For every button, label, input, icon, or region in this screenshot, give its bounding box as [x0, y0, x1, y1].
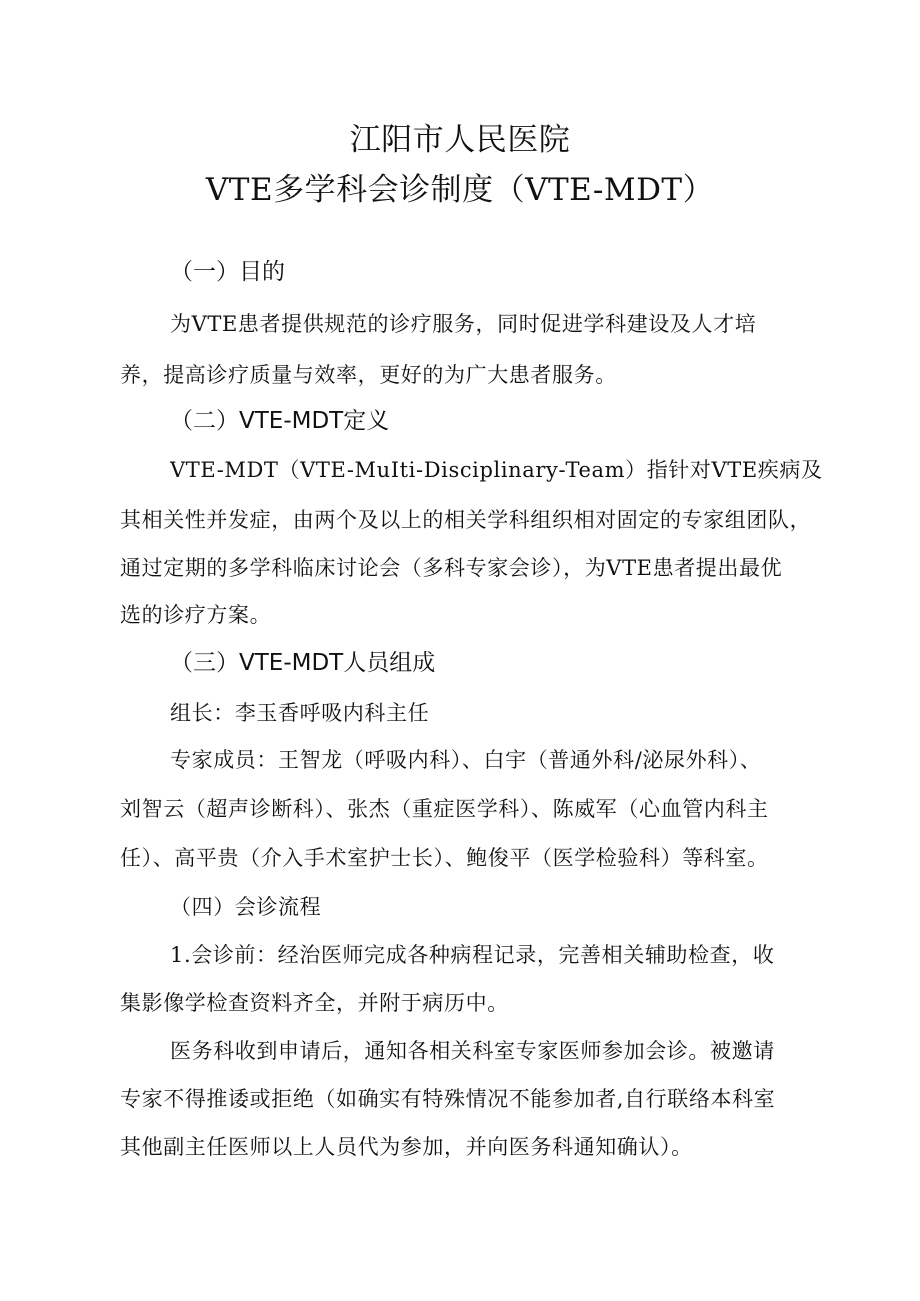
paragraph-line: 通过定期的多学科临床讨论会（多科专家会诊），为VTE患者提出最优 — [120, 556, 783, 580]
team-members-line: 专家成员：王智龙（呼吸内科）、白宇（普通外科/泌尿外科）、 — [170, 748, 762, 772]
section-1-heading: （一）目的 — [170, 259, 285, 285]
team-members-line: 任）、高平贵（介入手术室护士长）、鲍俊平（医学检验科）等科室。 — [120, 846, 769, 870]
paragraph-line: 其他副主任医师以上人员代为参加，并向医务科通知确认）。 — [120, 1135, 693, 1159]
paragraph-line: 其相关性并发症，由两个及以上的相关学科组织相对固定的专家组团队， — [120, 508, 812, 532]
paragraph-line: 为VTE患者提供规范的诊疗服务，同时促进学科建设及人才培 — [170, 312, 757, 336]
paragraph-line: 养，提高诊疗质量与效率，更好的为广大患者服务。 — [120, 363, 617, 387]
paragraph-line: 1.会诊前：经治医师完成各种病程记录，完善相关辅助检查，收 — [170, 943, 775, 967]
section-3-heading: （三）VTE-MDT人员组成 — [170, 650, 436, 676]
hospital-name-title: 江阳市人民医院 — [349, 122, 571, 158]
paragraph-line: 选的诊疗方案。 — [120, 603, 272, 627]
section-2-heading: （二）VTE-MDT定义 — [170, 408, 390, 434]
document-title: VTE多学科会诊制度（VTE-MDT） — [205, 172, 715, 208]
team-members-line: 刘智云（超声诊断科）、张杰（重症医学科）、陈威军（心血管内科主 — [120, 797, 769, 821]
paragraph-line: 专家不得推诿或拒绝（如确实有特殊情况不能参加者,自行联络本科室 — [120, 1087, 776, 1111]
section-4-heading: （四）会诊流程 — [170, 895, 322, 919]
team-leader-line: 组长：李玉香呼吸内科主任 — [170, 701, 430, 725]
paragraph-line: VTE-MDT（VTE-MuIti-Disciplinary-Team）指针对VTE疾病及 — [170, 458, 823, 482]
paragraph-line: 集影像学检查资料齐全，并附于病历中。 — [120, 991, 509, 1015]
paragraph-line: 医务科收到申请后，通知各相关科室专家医师参加会诊。被邀请 — [170, 1039, 775, 1063]
